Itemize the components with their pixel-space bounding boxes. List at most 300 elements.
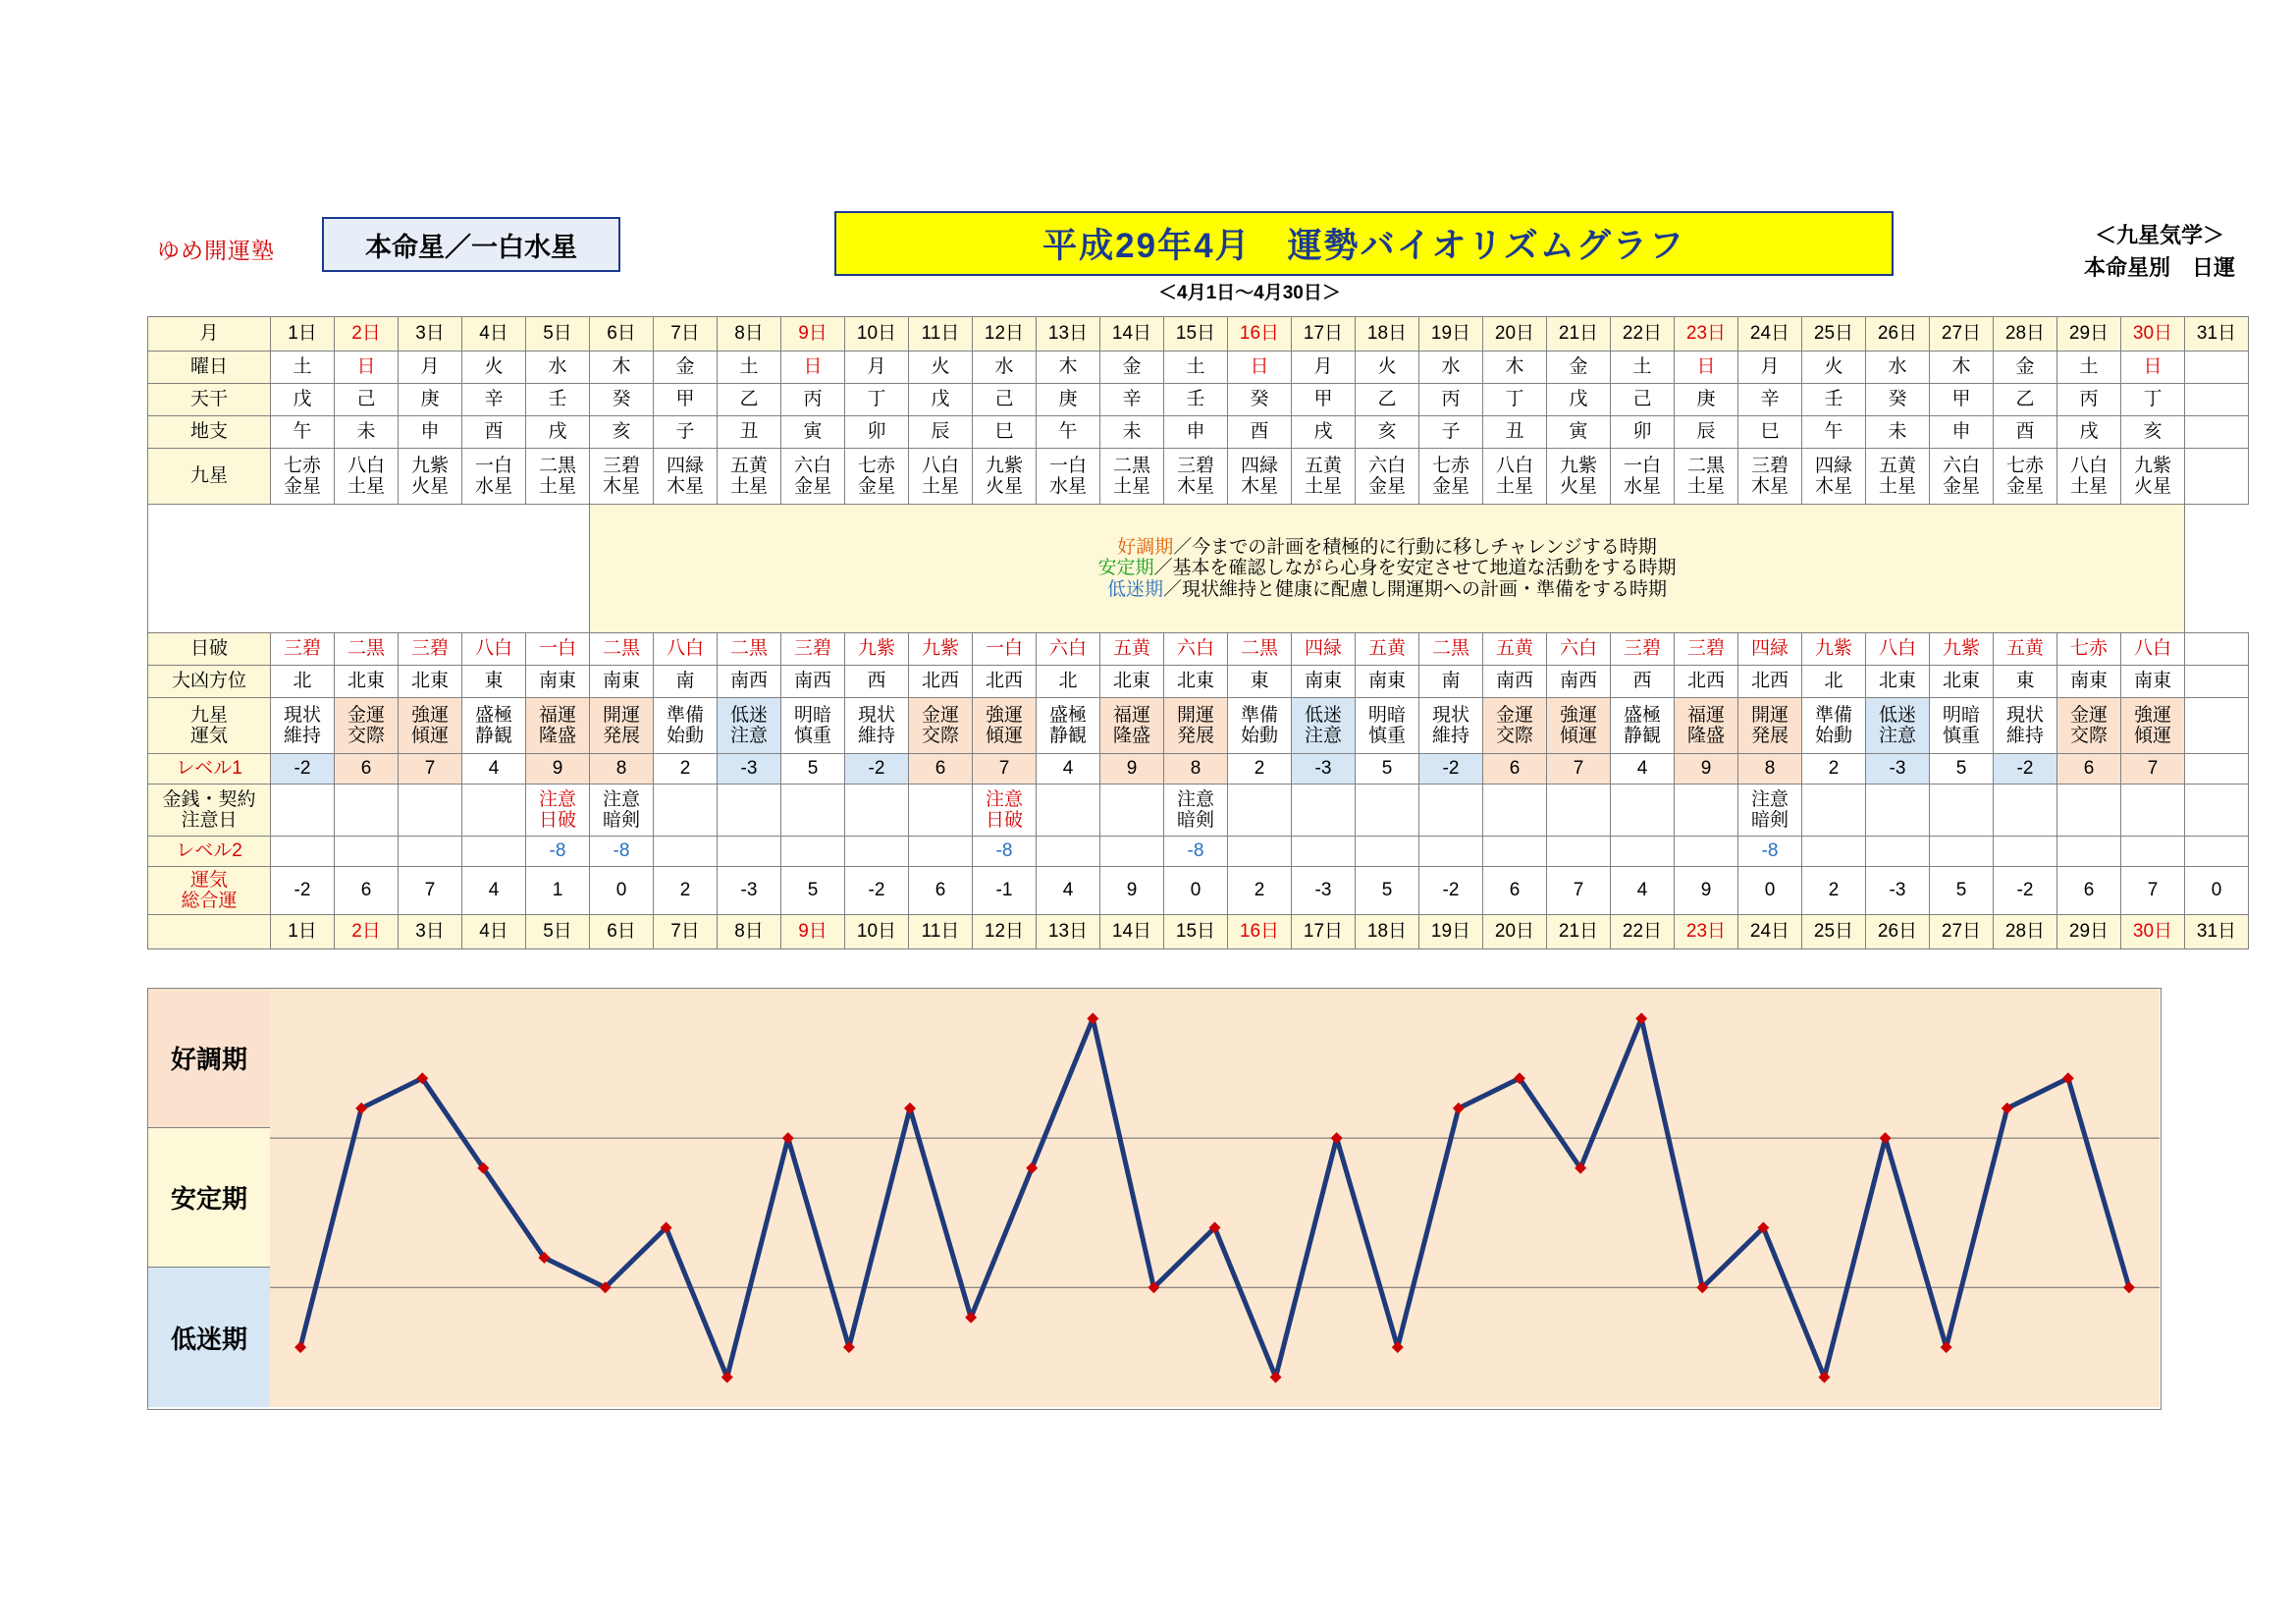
nippa-5: 一白: [526, 633, 590, 666]
sogo-14: 9: [1100, 867, 1164, 915]
day-header-24: 24日: [1738, 317, 1802, 352]
row-label-chishi: 地支: [148, 416, 271, 449]
chishi-21: 寅: [1547, 416, 1611, 449]
kyusei-unki-10: 現状 維持: [845, 698, 909, 754]
chishi-31: [2185, 416, 2249, 449]
kyusei-29: 八白 土星: [2057, 449, 2121, 505]
weekday-11: 火: [909, 352, 973, 384]
kinsen-17: [1292, 785, 1356, 837]
daikyo-9: 南西: [781, 666, 845, 698]
kinsen-23: [1675, 785, 1738, 837]
kinsen-18: [1356, 785, 1419, 837]
level1-14: 9: [1100, 754, 1164, 785]
kyusei-25: 四緑 木星: [1802, 449, 1866, 505]
chishi-13: 午: [1037, 416, 1100, 449]
tenkan-21: 戊: [1547, 384, 1611, 416]
kyusei-unki-29: 金運 交際: [2057, 698, 2121, 754]
chishi-29: 戌: [2057, 416, 2121, 449]
biorhythm-chart: [147, 988, 2162, 1410]
chishi-17: 戌: [1292, 416, 1356, 449]
sogo-3: 7: [399, 867, 462, 915]
kyusei-5: 二黒 土星: [526, 449, 590, 505]
kyusei-unki-15: 開運 発展: [1164, 698, 1228, 754]
daikyo-29: 南東: [2057, 666, 2121, 698]
page-title-text: 平成29年4月 運勢バイオリズムグラフ: [1042, 227, 1685, 265]
weekday-17: 月: [1292, 352, 1356, 384]
kinsen-22: [1611, 785, 1675, 837]
bottom-days-blank: [148, 915, 271, 949]
bottom-day-header-20: 20日: [1483, 915, 1547, 949]
tenkan-15: 壬: [1164, 384, 1228, 416]
tenkan-28: 乙: [1994, 384, 2057, 416]
level2-19: [1419, 837, 1483, 867]
kyusei-unki-4: 盛極 静観: [462, 698, 526, 754]
chart-plot-area: [270, 989, 2160, 1407]
row-label-level1: レベル1: [148, 754, 271, 785]
day-header-9: 9日: [781, 317, 845, 352]
chishi-30: 亥: [2121, 416, 2185, 449]
day-header-20: 20日: [1483, 317, 1547, 352]
weekday-7: 金: [654, 352, 718, 384]
nippa-10: 九紫: [845, 633, 909, 666]
kyusei-21: 九紫 火星: [1547, 449, 1611, 505]
bottom-day-header-11: 11日: [909, 915, 973, 949]
level1-13: 4: [1037, 754, 1100, 785]
day-header-27: 27日: [1930, 317, 1994, 352]
kyusei-3: 九紫 火星: [399, 449, 462, 505]
daikyo-12: 北西: [973, 666, 1037, 698]
day-header-23: 23日: [1675, 317, 1738, 352]
bottom-day-header-14: 14日: [1100, 915, 1164, 949]
kyusei-unki-17: 低迷 注意: [1292, 698, 1356, 754]
level2-5: -8: [526, 837, 590, 867]
kinsen-27: [1930, 785, 1994, 837]
kyusei-unki-19: 現状 維持: [1419, 698, 1483, 754]
kyusei-19: 七赤 金星: [1419, 449, 1483, 505]
kyusei-9: 六白 金星: [781, 449, 845, 505]
sogo-10: -2: [845, 867, 909, 915]
honmei-star-box: 本命星／一白水星: [322, 217, 620, 272]
tenkan-6: 癸: [590, 384, 654, 416]
kyusei-unki-11: 金運 交際: [909, 698, 973, 754]
chishi-28: 酉: [1994, 416, 2057, 449]
day-header-18: 18日: [1356, 317, 1419, 352]
level1-7: 2: [654, 754, 718, 785]
weekday-31: [2185, 352, 2249, 384]
level1-10: -2: [845, 754, 909, 785]
bottom-day-header-27: 27日: [1930, 915, 1994, 949]
sogo-27: 5: [1930, 867, 1994, 915]
weekday-28: 金: [1994, 352, 2057, 384]
bottom-day-header-24: 24日: [1738, 915, 1802, 949]
kyusei-unki-2: 金運 交際: [335, 698, 399, 754]
date-range-label: ＜4月1日～4月30日＞: [1158, 283, 1341, 303]
nippa-9: 三碧: [781, 633, 845, 666]
daikyo-7: 南: [654, 666, 718, 698]
sogo-8: -3: [718, 867, 781, 915]
tenkan-22: 己: [1611, 384, 1675, 416]
kyusei-16: 四緑 木星: [1228, 449, 1292, 505]
day-header-7: 7日: [654, 317, 718, 352]
chishi-9: 寅: [781, 416, 845, 449]
nippa-15: 六白: [1164, 633, 1228, 666]
weekday-29: 土: [2057, 352, 2121, 384]
sogo-12: -1: [973, 867, 1037, 915]
daikyo-17: 南東: [1292, 666, 1356, 698]
weekday-24: 月: [1738, 352, 1802, 384]
level2-12: -8: [973, 837, 1037, 867]
level1-1: -2: [271, 754, 335, 785]
chishi-11: 辰: [909, 416, 973, 449]
sogo-15: 0: [1164, 867, 1228, 915]
kinsen-19: [1419, 785, 1483, 837]
kyusei-22: 一白 水星: [1611, 449, 1675, 505]
daikyo-8: 南西: [718, 666, 781, 698]
bottom-day-header-12: 12日: [973, 915, 1037, 949]
kyusei-23: 二黒 土星: [1675, 449, 1738, 505]
daikyo-25: 北: [1802, 666, 1866, 698]
kinsen-1: [271, 785, 335, 837]
kyusei-unki-20: 金運 交際: [1483, 698, 1547, 754]
chishi-18: 亥: [1356, 416, 1419, 449]
tenkan-23: 庚: [1675, 384, 1738, 416]
tenkan-7: 甲: [654, 384, 718, 416]
level1-24: 8: [1738, 754, 1802, 785]
tenkan-27: 甲: [1930, 384, 1994, 416]
kyusei-unki-3: 強運 傾運: [399, 698, 462, 754]
nippa-7: 八白: [654, 633, 718, 666]
level2-22: [1611, 837, 1675, 867]
chart-band-0: [270, 989, 2160, 1138]
bottom-day-header-8: 8日: [718, 915, 781, 949]
daikyo-14: 北東: [1100, 666, 1164, 698]
level1-5: 9: [526, 754, 590, 785]
fortune-table: [147, 316, 2249, 949]
level1-31: [2185, 754, 2249, 785]
day-header-29: 29日: [2057, 317, 2121, 352]
band-label-teimei: 低迷期: [148, 1268, 270, 1407]
nippa-29: 七赤: [2057, 633, 2121, 666]
level1-28: -2: [1994, 754, 2057, 785]
chart-band-2: [270, 1287, 2160, 1407]
day-header-31: 31日: [2185, 317, 2249, 352]
kyusei-31: [2185, 449, 2249, 505]
nippa-18: 五黄: [1356, 633, 1419, 666]
daikyo-24: 北西: [1738, 666, 1802, 698]
row-label-sogo: 運気 総合運: [148, 867, 271, 915]
chishi-20: 丑: [1483, 416, 1547, 449]
kyusei-2: 八白 土星: [335, 449, 399, 505]
day-header-12: 12日: [973, 317, 1037, 352]
weekday-27: 木: [1930, 352, 1994, 384]
weekday-12: 水: [973, 352, 1037, 384]
tenkan-3: 庚: [399, 384, 462, 416]
row-label-level2: レベル2: [148, 837, 271, 867]
daikyo-22: 西: [1611, 666, 1675, 698]
day-header-5: 5日: [526, 317, 590, 352]
kinsen-6: 注意 暗剣: [590, 785, 654, 837]
tenkan-30: 丁: [2121, 384, 2185, 416]
chishi-22: 卯: [1611, 416, 1675, 449]
kyusei-unki-26: 低迷 注意: [1866, 698, 1930, 754]
nippa-24: 四緑: [1738, 633, 1802, 666]
level2-11: [909, 837, 973, 867]
daikyo-27: 北東: [1930, 666, 1994, 698]
day-header-30: 30日: [2121, 317, 2185, 352]
kyusei-unki-6: 開運 発展: [590, 698, 654, 754]
bottom-day-header-25: 25日: [1802, 915, 1866, 949]
day-header-10: 10日: [845, 317, 909, 352]
bottom-day-header-5: 5日: [526, 915, 590, 949]
tenkan-11: 戊: [909, 384, 973, 416]
day-header-13: 13日: [1037, 317, 1100, 352]
daikyo-23: 北西: [1675, 666, 1738, 698]
level2-10: [845, 837, 909, 867]
legend-blank-left: [148, 505, 590, 633]
daikyo-1: 北: [271, 666, 335, 698]
weekday-21: 金: [1547, 352, 1611, 384]
kyusei-unki-30: 強運 傾運: [2121, 698, 2185, 754]
sogo-2: 6: [335, 867, 399, 915]
chishi-6: 亥: [590, 416, 654, 449]
kyusei-1: 七赤 金星: [271, 449, 335, 505]
level1-6: 8: [590, 754, 654, 785]
kinsen-15: 注意 暗剣: [1164, 785, 1228, 837]
kinsen-2: [335, 785, 399, 837]
sogo-25: 2: [1802, 867, 1866, 915]
day-header-28: 28日: [1994, 317, 2057, 352]
day-header-25: 25日: [1802, 317, 1866, 352]
weekday-23: 日: [1675, 352, 1738, 384]
kinsen-24: 注意 暗剣: [1738, 785, 1802, 837]
tenkan-9: 丙: [781, 384, 845, 416]
daikyo-20: 南西: [1483, 666, 1547, 698]
kyusei-7: 四緑 木星: [654, 449, 718, 505]
kyusei-unki-25: 準備 始動: [1802, 698, 1866, 754]
kyusei-11: 八白 土星: [909, 449, 973, 505]
sogo-5: 1: [526, 867, 590, 915]
nippa-28: 五黄: [1994, 633, 2057, 666]
level2-4: [462, 837, 526, 867]
weekday-26: 水: [1866, 352, 1930, 384]
daikyo-3: 北東: [399, 666, 462, 698]
level2-16: [1228, 837, 1292, 867]
weekday-30: 日: [2121, 352, 2185, 384]
nippa-12: 一白: [973, 633, 1037, 666]
row-label-nippa: 日破: [148, 633, 271, 666]
level1-4: 4: [462, 754, 526, 785]
weekday-5: 水: [526, 352, 590, 384]
day-header-16: 16日: [1228, 317, 1292, 352]
row-label-tenkan: 天干: [148, 384, 271, 416]
kinsen-26: [1866, 785, 1930, 837]
weekday-9: 日: [781, 352, 845, 384]
level1-27: 5: [1930, 754, 1994, 785]
weekday-3: 月: [399, 352, 462, 384]
kyusei-24: 三碧 木星: [1738, 449, 1802, 505]
kyusei-8: 五黄 土星: [718, 449, 781, 505]
sogo-22: 4: [1611, 867, 1675, 915]
kinsen-10: [845, 785, 909, 837]
bottom-day-header-29: 29日: [2057, 915, 2121, 949]
row-label-month: 月: [148, 317, 271, 352]
kyusei-unki-16: 準備 始動: [1228, 698, 1292, 754]
nippa-21: 六白: [1547, 633, 1611, 666]
bottom-day-header-15: 15日: [1164, 915, 1228, 949]
bottom-day-header-9: 9日: [781, 915, 845, 949]
kinsen-11: [909, 785, 973, 837]
nippa-26: 八白: [1866, 633, 1930, 666]
kyusei-unki-14: 福運 隆盛: [1100, 698, 1164, 754]
bottom-day-header-10: 10日: [845, 915, 909, 949]
daikyo-18: 南東: [1356, 666, 1419, 698]
tenkan-26: 癸: [1866, 384, 1930, 416]
nippa-3: 三碧: [399, 633, 462, 666]
kinsen-20: [1483, 785, 1547, 837]
kinsen-5: 注意 日破: [526, 785, 590, 837]
kyusei-unki-22: 盛極 静観: [1611, 698, 1675, 754]
daikyo-26: 北東: [1866, 666, 1930, 698]
sogo-31: 0: [2185, 867, 2249, 915]
level2-21: [1547, 837, 1611, 867]
nippa-6: 二黒: [590, 633, 654, 666]
kinsen-9: [781, 785, 845, 837]
kyusei-unki-9: 明暗 慎重: [781, 698, 845, 754]
bottom-day-header-2: 2日: [335, 915, 399, 949]
tenkan-4: 辛: [462, 384, 526, 416]
legend-line-antei: 安定期／基本を確認しながら心身を安定させて地道な活動をする時期: [1097, 558, 1677, 579]
bottom-day-header-23: 23日: [1675, 915, 1738, 949]
tenkan-18: 乙: [1356, 384, 1419, 416]
sogo-28: -2: [1994, 867, 2057, 915]
daikyo-5: 南東: [526, 666, 590, 698]
level2-23: [1675, 837, 1738, 867]
day-header-19: 19日: [1419, 317, 1483, 352]
kinsen-13: [1037, 785, 1100, 837]
level1-11: 6: [909, 754, 973, 785]
nippa-14: 五黄: [1100, 633, 1164, 666]
tenkan-25: 壬: [1802, 384, 1866, 416]
kyusei-4: 一白 水星: [462, 449, 526, 505]
level2-29: [2057, 837, 2121, 867]
kinsen-28: [1994, 785, 2057, 837]
daikyo-4: 東: [462, 666, 526, 698]
level2-7: [654, 837, 718, 867]
day-header-8: 8日: [718, 317, 781, 352]
kyusei-13: 一白 水星: [1037, 449, 1100, 505]
nippa-17: 四緑: [1292, 633, 1356, 666]
nippa-4: 八白: [462, 633, 526, 666]
kinsen-7: [654, 785, 718, 837]
chishi-1: 午: [271, 416, 335, 449]
chishi-26: 未: [1866, 416, 1930, 449]
bottom-day-header-3: 3日: [399, 915, 462, 949]
tenkan-8: 乙: [718, 384, 781, 416]
nippa-11: 九紫: [909, 633, 973, 666]
kyusei-unki-5: 福運 隆盛: [526, 698, 590, 754]
legend-line-teimei: 低迷期／現状維持と健康に配慮し開運期への計画・準備をする時期: [1106, 578, 1668, 600]
sogo-6: 0: [590, 867, 654, 915]
level2-27: [1930, 837, 1994, 867]
level1-26: -3: [1866, 754, 1930, 785]
daikyo-31: [2185, 666, 2249, 698]
system-label: [2052, 219, 2268, 284]
kinsen-29: [2057, 785, 2121, 837]
level2-30: [2121, 837, 2185, 867]
nippa-23: 三碧: [1675, 633, 1738, 666]
page-header: [147, 211, 2235, 303]
nippa-8: 二黒: [718, 633, 781, 666]
sogo-1: -2: [271, 867, 335, 915]
level2-13: [1037, 837, 1100, 867]
tenkan-31: [2185, 384, 2249, 416]
chishi-24: 巳: [1738, 416, 1802, 449]
tenkan-16: 癸: [1228, 384, 1292, 416]
kyusei-unki-8: 低迷 注意: [718, 698, 781, 754]
kyusei-30: 九紫 火星: [2121, 449, 2185, 505]
daikyo-16: 東: [1228, 666, 1292, 698]
level1-2: 6: [335, 754, 399, 785]
level2-14: [1100, 837, 1164, 867]
nippa-31: [2185, 633, 2249, 666]
level1-25: 2: [1802, 754, 1866, 785]
level1-30: 7: [2121, 754, 2185, 785]
kyusei-12: 九紫 火星: [973, 449, 1037, 505]
kyusei-unki-12: 強運 傾運: [973, 698, 1037, 754]
sogo-16: 2: [1228, 867, 1292, 915]
sogo-26: -3: [1866, 867, 1930, 915]
nippa-19: 二黒: [1419, 633, 1483, 666]
sogo-13: 4: [1037, 867, 1100, 915]
kinsen-21: [1547, 785, 1611, 837]
bottom-day-header-4: 4日: [462, 915, 526, 949]
chishi-27: 申: [1930, 416, 1994, 449]
weekday-6: 木: [590, 352, 654, 384]
nippa-2: 二黒: [335, 633, 399, 666]
day-header-21: 21日: [1547, 317, 1611, 352]
sogo-24: 0: [1738, 867, 1802, 915]
nippa-22: 三碧: [1611, 633, 1675, 666]
row-label-daikyo: 大凶方位: [148, 666, 271, 698]
legend-description: [590, 505, 2185, 633]
level1-19: -2: [1419, 754, 1483, 785]
chishi-3: 申: [399, 416, 462, 449]
level1-21: 7: [1547, 754, 1611, 785]
chishi-4: 酉: [462, 416, 526, 449]
tenkan-29: 丙: [2057, 384, 2121, 416]
day-header-3: 3日: [399, 317, 462, 352]
level1-29: 6: [2057, 754, 2121, 785]
kyusei-unki-13: 盛極 静観: [1037, 698, 1100, 754]
legend-line-kocho: 好調期／今までの計画を積極的に行動に移しチャレンジする時期: [1117, 537, 1657, 559]
nippa-30: 八白: [2121, 633, 2185, 666]
system-label-line2: 本命星別 日運: [2083, 255, 2235, 280]
kinsen-4: [462, 785, 526, 837]
bottom-day-header-6: 6日: [590, 915, 654, 949]
sogo-23: 9: [1675, 867, 1738, 915]
day-header-17: 17日: [1292, 317, 1356, 352]
bottom-day-header-17: 17日: [1292, 915, 1356, 949]
weekday-14: 金: [1100, 352, 1164, 384]
bottom-day-header-19: 19日: [1419, 915, 1483, 949]
kyusei-unki-24: 開運 発展: [1738, 698, 1802, 754]
row-label-kyusei: 九星: [148, 449, 271, 505]
nippa-25: 九紫: [1802, 633, 1866, 666]
weekday-8: 土: [718, 352, 781, 384]
weekday-10: 月: [845, 352, 909, 384]
day-header-22: 22日: [1611, 317, 1675, 352]
level2-9: [781, 837, 845, 867]
